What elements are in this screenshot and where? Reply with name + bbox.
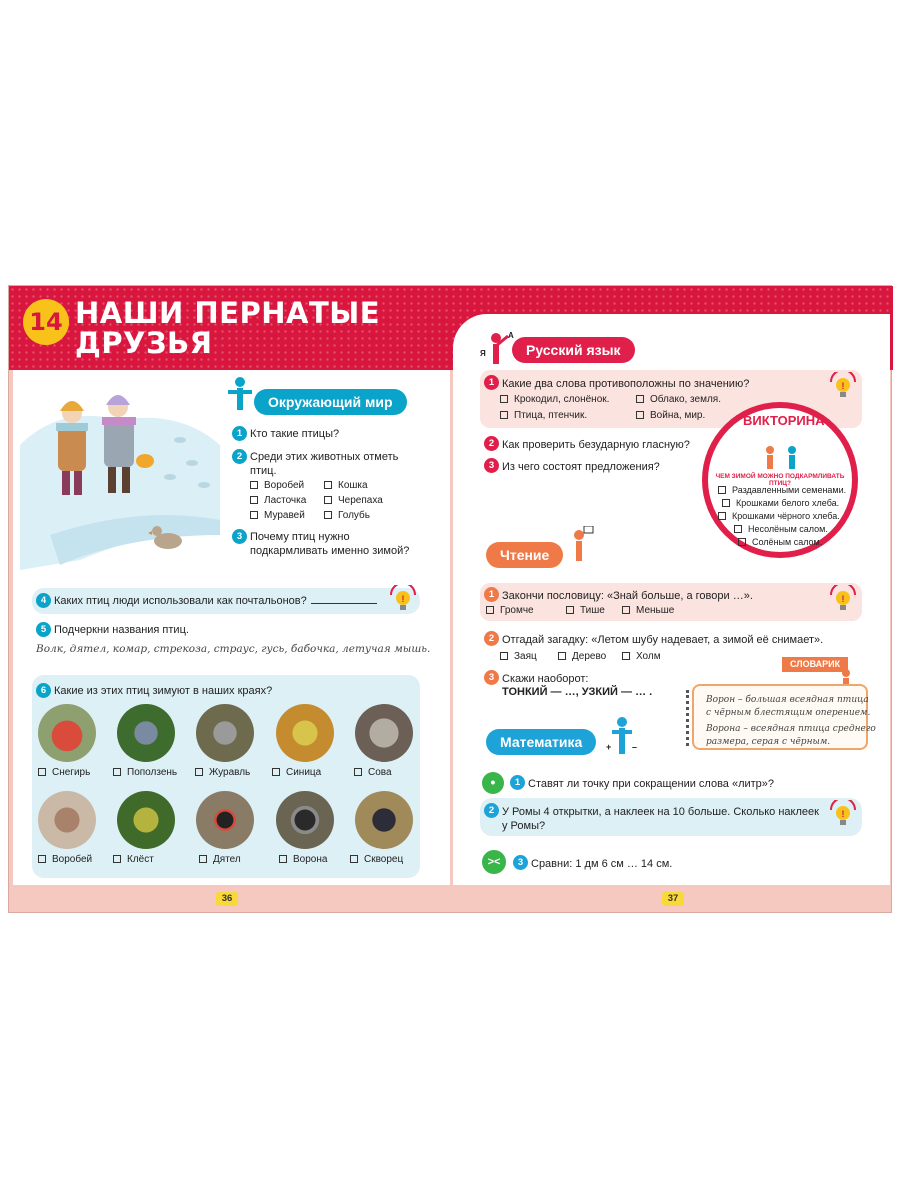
svg-text:!: ! [841,809,845,819]
checkbox[interactable] [722,499,730,507]
checkbox[interactable] [279,855,287,863]
bird-photo-sparrow [38,791,96,849]
animal-option[interactable]: Воробей [250,480,304,492]
checkbox[interactable] [500,411,508,419]
answer-option[interactable]: Заяц [500,651,537,663]
student-pictogram-icon [226,376,254,412]
checkbox[interactable] [350,855,358,863]
answer-option[interactable]: Война, мир. [636,410,705,422]
compare-icon: >< [482,850,506,874]
quiz-option[interactable]: Крошками чёрного хлеба. [718,510,840,522]
bird-option[interactable]: Воробей [38,854,92,865]
checkbox[interactable] [636,411,644,419]
bird-option[interactable]: Сова [354,767,392,778]
checkbox[interactable] [38,855,46,863]
question-number: 2 [484,631,499,646]
question-text: у Ромы? [502,820,546,832]
section-label-math: Математика [486,729,596,755]
bird-option[interactable]: Снегирь [38,767,90,778]
hard-question-bulb-icon [828,372,858,402]
reading-pictogram-icon [566,526,594,562]
question-text: Ставят ли точку при сокращении слова «литр»? [528,778,775,790]
question-text: птиц. [250,465,277,477]
hard-question-bulb-icon [388,585,418,615]
question-text: Кто такие птицы? [250,428,340,440]
answer-option[interactable]: Крокодил, слонёнок. [500,394,609,406]
bird-photo-crossbill [117,791,175,849]
question-number: 5 [36,622,51,637]
animal-option[interactable]: Кошка [324,480,368,492]
quiz-title: ВИКТОРИНА [743,413,825,428]
dictionary-label: СЛОВАРИК [782,657,848,672]
handwritten-word-list: Волк, дятел, комар, стрекоза, страус, гусь, бабочка, летучая мышь. [36,643,431,655]
svg-text:!: ! [841,381,845,391]
question-text: У Ромы 4 открытки, а наклеек на 10 больше. Сколько наклеек [502,806,819,818]
bird-photo-woodpecker [196,791,254,849]
checkbox[interactable] [354,768,362,776]
question-text: ТОНКИЙ — …, УЗКИЙ — … . [502,686,653,698]
quiz-option[interactable]: Несолёным салом. [734,523,828,535]
question-number: 2 [484,436,499,451]
russian-pictogram-icon [478,330,514,366]
checkbox[interactable] [500,395,508,403]
title-line-1: НАШИ ПЕРНАТЫЕ [75,296,381,330]
bird-photo-nuthatch [117,704,175,762]
question-number: 1 [510,775,525,790]
dictionary-entry: с чёрным блестящим оперением. [706,708,871,718]
question-number: 6 [36,683,51,698]
quiz-option[interactable]: Раздавленными семенами. [718,484,846,496]
animal-option[interactable]: Голубь [324,510,370,522]
question-number: 3 [232,529,247,544]
notebook-spiral [686,690,696,746]
checkbox[interactable] [718,486,726,494]
checkbox[interactable] [250,496,258,504]
answer-option[interactable]: Холм [622,651,661,663]
checkbox[interactable] [113,768,121,776]
question-number: 3 [484,458,499,473]
checkbox[interactable] [558,652,566,660]
question-text: Как проверить безударную гласную? [502,439,690,451]
question-number: 1 [484,587,499,602]
section-label-world: Окружающий мир [254,389,407,415]
svg-text:А: А [508,331,514,340]
checkbox[interactable] [272,768,280,776]
question-text: Сравни: 1 дм 6 см … 14 см. [531,858,673,870]
answer-option[interactable]: Облако, земля. [636,394,721,406]
bird-option[interactable]: Поползень [113,767,177,778]
checkbox[interactable] [622,606,630,614]
checkbox[interactable] [324,496,332,504]
animal-option[interactable]: Ласточка [250,495,306,507]
question-text: Скажи наоборот: [502,673,589,685]
checkbox[interactable] [195,768,203,776]
question-number: 2 [232,449,247,464]
checkbox[interactable] [324,481,332,489]
lesson-number-badge: 14 [23,299,69,345]
animal-option[interactable]: Муравей [250,510,305,522]
checkbox[interactable] [113,855,121,863]
dictionary-entry: Ворон – большая всеядная птица [706,695,869,705]
question-text: Отгадай загадку: «Летом шубу надевает, а зимой её снимает». [502,634,824,646]
svg-text:+: + [606,742,612,752]
checkbox[interactable] [324,511,332,519]
question-number: 1 [484,375,499,390]
quiz-option[interactable]: Крошками белого хлеба. [722,497,839,509]
question-number: 4 [36,593,51,608]
animal-option[interactable]: Черепаха [324,495,383,507]
bird-photo-starling [355,791,413,849]
bird-option[interactable]: Синица [272,767,321,778]
question-text: Каких птиц люди использовали как почтальонов? [54,594,377,608]
dictionary-entry: размера, серая с чёрным. [706,737,831,747]
checkbox[interactable] [566,606,574,614]
page-title [75,298,380,358]
quiz-question: ЧЕМ ЗИМОЙ МОЖНО ПОДКАРМЛИВАТЬ ПТИЦ? [715,473,845,487]
question-text: Среди этих животных отметь [250,451,399,463]
answer-option[interactable]: Дерево [558,651,606,663]
bird-photo-tit [276,704,334,762]
svg-text:–: – [632,742,638,752]
svg-text:Я: Я [480,349,486,358]
hard-question-bulb-icon [828,585,858,615]
question-number: 2 [484,803,499,818]
checkbox[interactable] [636,395,644,403]
page-number-left: 36 [216,892,238,906]
punctuation-icon: • [482,772,504,794]
checkbox[interactable] [738,538,746,546]
answer-option[interactable]: Тише [566,605,605,617]
math-pictogram-icon [606,716,640,756]
bird-photo-owl [355,704,413,762]
answer-option[interactable]: Меньше [622,605,674,617]
winter-children-illustration [20,385,220,570]
checkbox[interactable] [199,855,207,863]
question-text: подкармливать именно зимой? [250,545,410,557]
checkbox[interactable] [734,525,742,533]
checkbox[interactable] [38,768,46,776]
question-text: Почему птиц нужно [250,531,350,543]
bird-option[interactable]: Дятел [199,854,241,865]
hard-question-bulb-icon [828,800,858,830]
checkbox[interactable] [718,512,726,520]
bird-photo-crow [276,791,334,849]
answer-line[interactable] [311,594,377,604]
quiz-option[interactable]: Солёным салом. [738,536,822,548]
checkbox[interactable] [500,652,508,660]
dictionary-entry: Ворона – всеядная птица среднего [706,724,876,734]
question-number: 3 [484,670,499,685]
answer-option[interactable]: Громче [486,605,534,617]
question-text: Какие из этих птиц зимуют в наших краях? [54,685,273,697]
svg-text:!: ! [841,594,845,604]
question-text: Какие два слова противоположны по значению? [502,378,750,390]
answer-option[interactable]: Птица, птенчик. [500,410,587,422]
page-number-right: 37 [662,892,684,906]
question-number: 1 [232,426,247,441]
bird-option[interactable]: Скворец [350,854,403,865]
question-text: Закончи пословицу: «Знай больше, а говори …». [502,590,753,602]
section-label-russian: Русский язык [512,337,635,363]
checkbox[interactable] [250,481,258,489]
section-label-reading: Чтение [486,542,563,568]
question-text: Из чего состоят предложения? [502,461,660,473]
checkbox[interactable] [250,511,258,519]
bird-option[interactable]: Клёст [113,854,154,865]
question-number: 3 [513,855,528,870]
checkbox[interactable] [486,606,494,614]
bird-option[interactable]: Журавль [195,767,250,778]
bird-option[interactable]: Ворона [279,854,327,865]
bird-photo-bullfinch [38,704,96,762]
question-text: Подчеркни названия птиц. [54,624,189,636]
checkbox[interactable] [622,652,630,660]
title-line-2: ДРУЗЬЯ [75,326,213,360]
bird-photo-crane [196,704,254,762]
svg-text:!: ! [401,594,405,604]
